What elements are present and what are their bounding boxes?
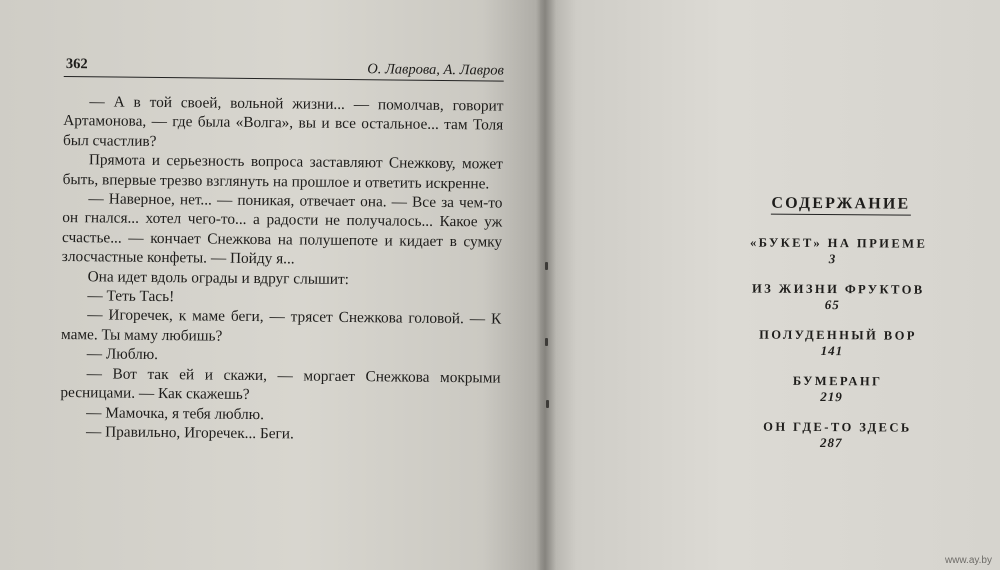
running-head: О. Лаврова, А. Лавров	[367, 61, 504, 79]
toc-entry-page: 3	[828, 251, 837, 267]
toc-entry-page: 65	[824, 297, 840, 313]
toc-entry-page: 219	[820, 389, 843, 405]
paragraph: — Люблю.	[86, 345, 159, 364]
page-header	[64, 52, 504, 77]
binding-stitch	[545, 338, 548, 346]
paragraph: — Игоречек, к маме беги, — трясет Снежкова головой. — К маме. Ты маму любишь?	[60, 306, 502, 345]
toc-heading: СОДЕРЖАНИЕ	[771, 195, 910, 216]
body-text	[60, 92, 504, 446]
toc-entry-title: ОН ГДЕ-ТО ЗДЕСЬ	[763, 419, 912, 435]
left-page-content	[60, 52, 504, 446]
binding-stitch	[546, 400, 549, 408]
page-number: 362	[65, 56, 88, 73]
paragraph: — Наверное, нет... — поникая, отвечает она. — Все за чем-то он гнался... хотел чего-то... а радости не получалось... Какое уж счастье... — кончает Снежкова на полушепоте и кидает в сумку злосчастные конфеты. — Пойду я...	[61, 190, 503, 268]
toc-entry-page: 287	[819, 435, 843, 451]
toc-entry-title: «БУКЕТ» НА ПРИЕМЕ	[749, 235, 928, 251]
book-gutter	[536, 0, 556, 570]
toc-entry-title: ПОЛУДЕННЫЙ ВОР	[759, 327, 917, 343]
paragraph: — А в той своей, вольной жизни... — помолчав, говорит Артамонова, — где была «Волга», вы и все остальное... там Толя был счастлив?	[62, 93, 504, 150]
paragraph: — Теть Тась!	[87, 287, 175, 306]
toc-entry-page: 141	[820, 343, 844, 359]
paragraph: Прямота и серьезность вопроса заставляют Снежкову, может быть, впервые трезво взглянуть на прошлое и ответить искренне.	[62, 151, 503, 193]
paragraph: — Правильно, Игоречек... Беги.	[85, 423, 294, 443]
watermark: www.ay.by	[944, 555, 992, 566]
binding-stitch	[545, 262, 548, 270]
table-of-contents	[698, 194, 940, 466]
paragraph: — Мамочка, я тебя люблю.	[86, 403, 265, 423]
toc-entry-title: ИЗ ЖИЗНИ ФРУКТОВ	[751, 281, 925, 297]
toc-entry-title: БУМЕРАНГ	[792, 373, 883, 389]
paragraph: — Вот так ей и скажи, — моргает Снежкова мокрыми ресницами. — Как скажешь?	[60, 364, 501, 404]
paragraph: Она идет вдоль ограды и вдруг слышит:	[87, 267, 350, 288]
